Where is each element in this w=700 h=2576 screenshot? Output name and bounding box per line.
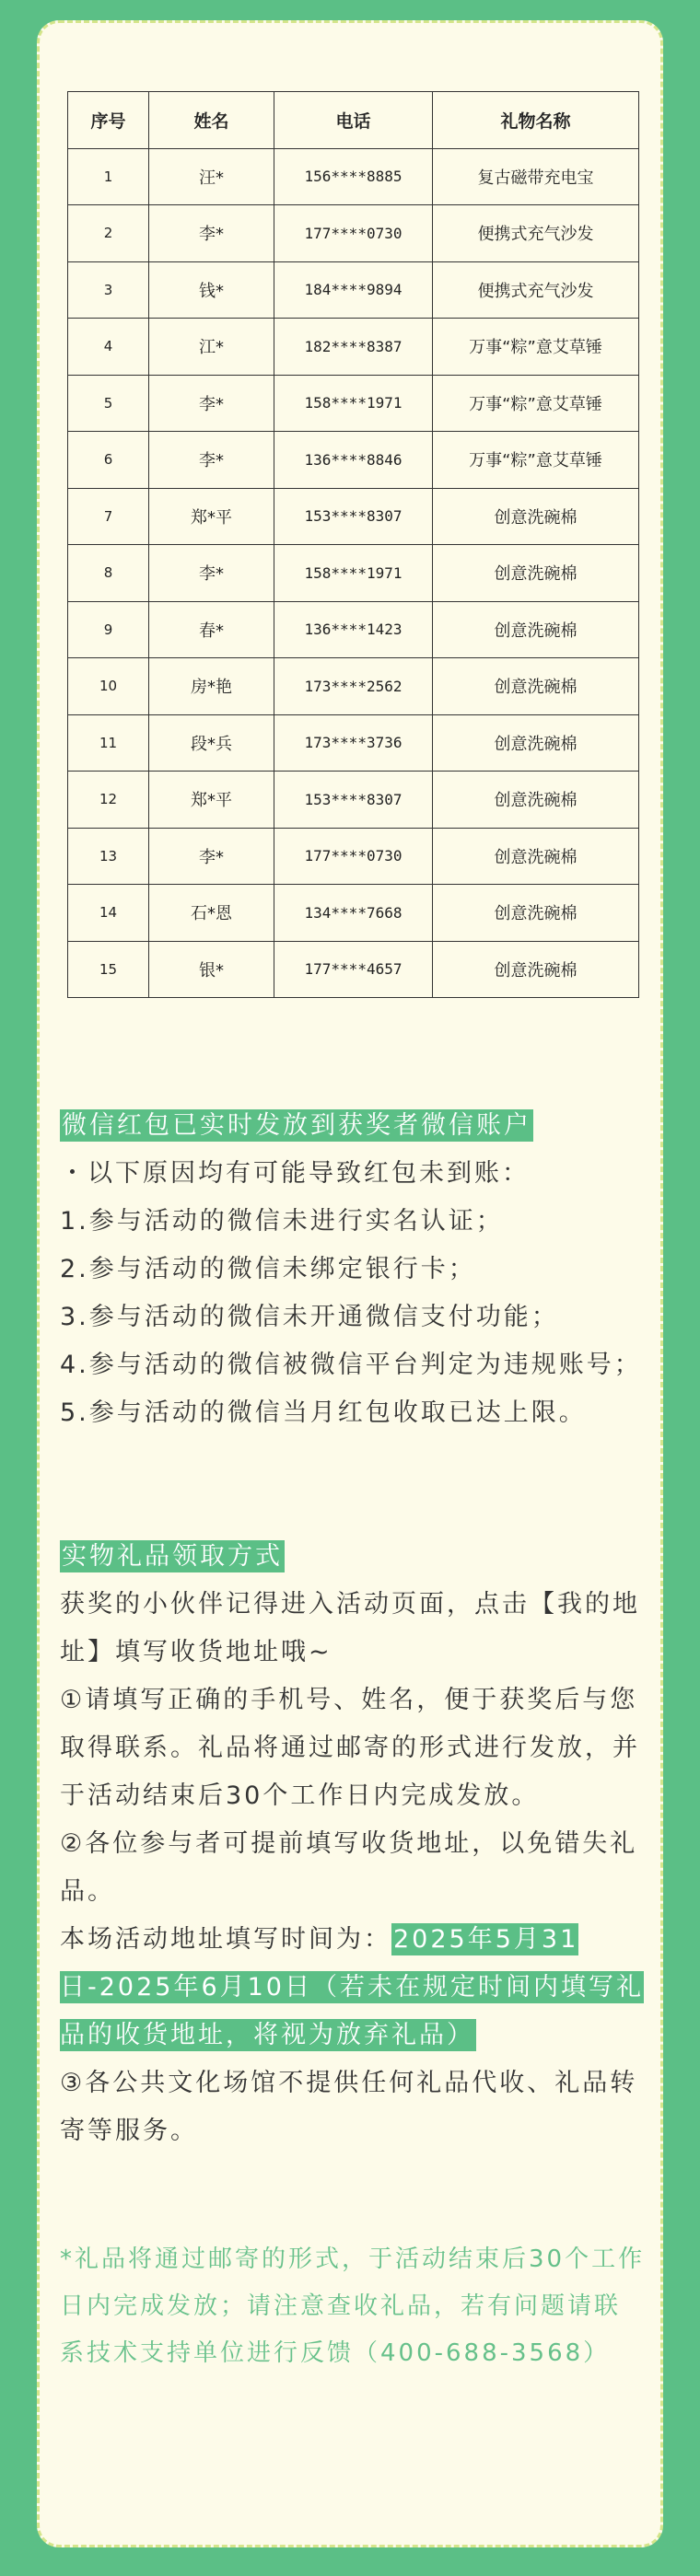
table-row xyxy=(68,601,639,658)
table-row xyxy=(68,772,639,829)
cell-gift: 创意洗碗棉 xyxy=(433,545,639,602)
reason-1: 1.参与活动的微信未进行实名认证； xyxy=(60,1207,504,1236)
reason-4: 4.参与活动的微信被微信平台判定为违规账号； xyxy=(60,1351,642,1379)
reason-3: 3.参与活动的微信未开通微信支付功能； xyxy=(60,1303,559,1331)
table-row xyxy=(68,261,639,319)
gift-item-1: ①请填写正确的手机号、姓名，便于获奖后与您取得联系。礼品将通过邮寄的形式进行发放，并于活动结束后30个工作日内完成发放。 xyxy=(60,1686,640,1810)
gift-intro: 获奖的小伙伴记得进入活动页面，点击【我的地址】填写收货地址哦~ xyxy=(60,1590,640,1666)
cell-index: 3 xyxy=(68,261,149,319)
cell-gift: 复古磁带充电宝 xyxy=(433,148,639,205)
gift-time-label: 本场活动地址填写时间为： xyxy=(60,1925,391,1954)
cell-gift: 创意洗碗棉 xyxy=(433,714,639,772)
cell-index: 13 xyxy=(68,828,149,885)
cell-index: 2 xyxy=(68,205,149,262)
cell-index: 9 xyxy=(68,601,149,658)
cell-name: 钱* xyxy=(149,261,274,319)
cell-index: 5 xyxy=(68,375,149,432)
reason-2: 2.参与活动的微信未绑定银行卡； xyxy=(60,1255,476,1283)
table-row xyxy=(68,545,639,602)
gift-title: 实物礼品领取方式 xyxy=(62,1542,283,1571)
table-row xyxy=(68,885,639,942)
gift-item-3: ③各公共文化场馆不提供任何礼品代收、礼品转寄等服务。 xyxy=(60,2069,638,2145)
cell-index: 1 xyxy=(68,148,149,205)
cell-phone: 158****1971 xyxy=(274,375,433,432)
cell-name: 石*恩 xyxy=(149,885,274,942)
header-name: 姓名 xyxy=(149,92,274,149)
cell-gift: 万事“粽”意艾草锤 xyxy=(433,319,639,376)
cell-name: 房*艳 xyxy=(149,658,274,715)
cell-phone: 177****0730 xyxy=(274,828,433,885)
cell-gift: 创意洗碗棉 xyxy=(433,941,639,998)
redpacket-section xyxy=(60,1102,646,1437)
cell-index: 4 xyxy=(68,319,149,376)
cell-name: 郑*平 xyxy=(149,772,274,829)
reason-5: 5.参与活动的微信当月红包收取已达上限。 xyxy=(60,1398,587,1427)
gift-time-value: 2025年5月31日-2025年6月10日（若未在规定时间内填写礼品的收货地址，将视为放弃礼品） xyxy=(60,1925,644,2049)
cell-phone: 153****8307 xyxy=(274,772,433,829)
cell-phone: 136****1423 xyxy=(274,601,433,658)
cell-name: 汪* xyxy=(149,148,274,205)
table-body xyxy=(68,148,639,998)
cell-phone: 158****1971 xyxy=(274,545,433,602)
cell-gift: 便携式充气沙发 xyxy=(433,261,639,319)
table-row xyxy=(68,432,639,489)
cell-phone: 156****8885 xyxy=(274,148,433,205)
cell-gift: 便携式充气沙发 xyxy=(433,205,639,262)
redpacket-title: 微信红包已实时发放到获奖者微信账户 xyxy=(62,1111,531,1140)
winners-table xyxy=(67,91,639,998)
cell-phone: 177****4657 xyxy=(274,941,433,998)
gift-time xyxy=(60,1916,646,2060)
cell-gift: 创意洗碗棉 xyxy=(433,488,639,545)
table-row xyxy=(68,319,639,376)
cell-name: 李* xyxy=(149,205,274,262)
cell-gift: 创意洗碗棉 xyxy=(433,828,639,885)
cell-gift: 万事“粽”意艾草锤 xyxy=(433,375,639,432)
cell-phone: 153****8307 xyxy=(274,488,433,545)
cell-gift: 创意洗碗棉 xyxy=(433,885,639,942)
table-row xyxy=(68,658,639,715)
cell-phone: 136****8846 xyxy=(274,432,433,489)
cell-phone: 173****3736 xyxy=(274,714,433,772)
gift-section xyxy=(60,1533,646,2155)
table-header-row xyxy=(68,92,639,149)
cell-gift: 创意洗碗棉 xyxy=(433,601,639,658)
cell-index: 15 xyxy=(68,941,149,998)
redpacket-intro: ・以下原因均有可能导致红包未到账： xyxy=(60,1159,530,1188)
cell-gift: 创意洗碗棉 xyxy=(433,658,639,715)
cell-name: 郑*平 xyxy=(149,488,274,545)
cell-name: 江* xyxy=(149,319,274,376)
cell-gift: 创意洗碗棉 xyxy=(433,772,639,829)
cell-name: 春* xyxy=(149,601,274,658)
cell-index: 7 xyxy=(68,488,149,545)
cell-phone: 182****8387 xyxy=(274,319,433,376)
cell-index: 12 xyxy=(68,772,149,829)
cell-gift: 万事“粽”意艾草锤 xyxy=(433,432,639,489)
table-row xyxy=(68,941,639,998)
table-row xyxy=(68,714,639,772)
cell-phone: 184****9894 xyxy=(274,261,433,319)
cell-phone: 134****7668 xyxy=(274,885,433,942)
cell-name: 李* xyxy=(149,432,274,489)
cell-phone: 173****2562 xyxy=(274,658,433,715)
cell-name: 李* xyxy=(149,828,274,885)
footnote: *礼品将通过邮寄的形式，于活动结束后30个工作日内完成发放；请注意查收礼品，若有问题请联系技术支持单位进行反馈（400-688-3568） xyxy=(60,2245,646,2367)
cell-index: 14 xyxy=(68,885,149,942)
cell-index: 8 xyxy=(68,545,149,602)
content-card xyxy=(37,20,663,2547)
cell-index: 6 xyxy=(68,432,149,489)
header-gift: 礼物名称 xyxy=(433,92,639,149)
cell-name: 银* xyxy=(149,941,274,998)
table-row xyxy=(68,828,639,885)
table-row xyxy=(68,205,639,262)
cell-index: 11 xyxy=(68,714,149,772)
gift-item-2: ②各位参与者可提前填写收货地址，以免错失礼品。 xyxy=(60,1829,638,1906)
cell-phone: 177****0730 xyxy=(274,205,433,262)
header-index: 序号 xyxy=(68,92,149,149)
table-row xyxy=(68,375,639,432)
table-row xyxy=(68,488,639,545)
table-row xyxy=(68,148,639,205)
cell-name: 李* xyxy=(149,375,274,432)
cell-name: 李* xyxy=(149,545,274,602)
cell-name: 段*兵 xyxy=(149,714,274,772)
cell-index: 10 xyxy=(68,658,149,715)
header-phone: 电话 xyxy=(274,92,433,149)
